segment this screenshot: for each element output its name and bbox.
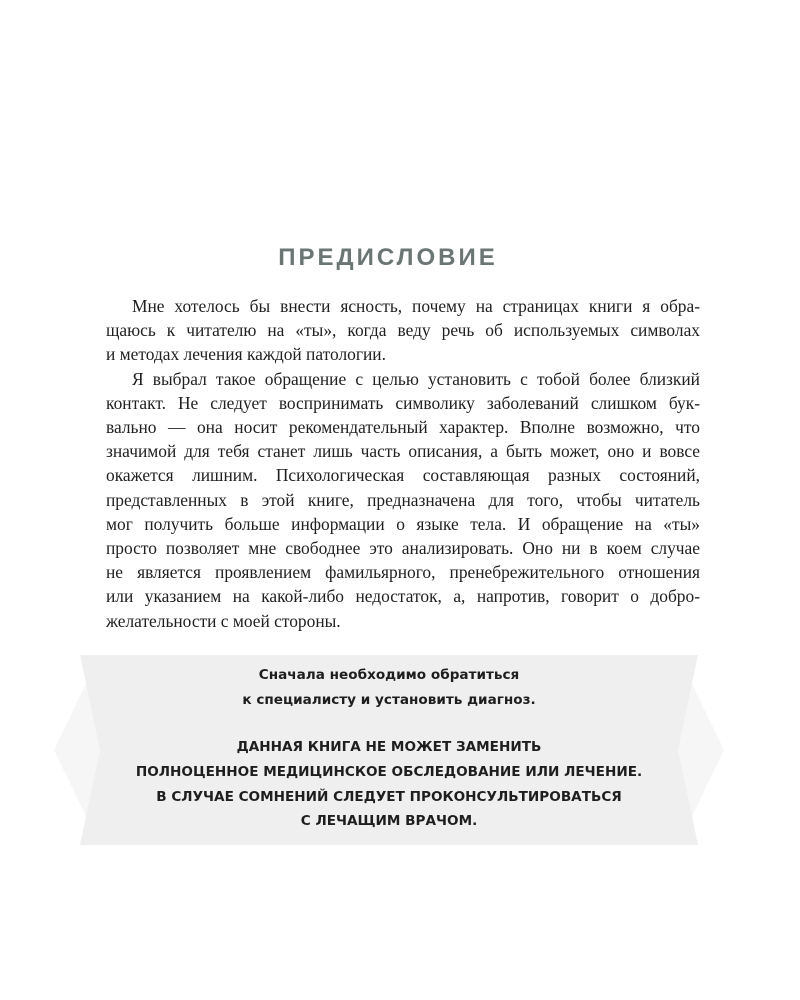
text-line: окажется лишним. Психологическая составляющая разных состояний, [106, 465, 700, 486]
notice-warning-line: С ЛЕЧАЩИМ ВРАЧОМ. [300, 813, 478, 829]
notice-line: к специалисту и установить диагноз. [242, 692, 536, 708]
paragraph-1 [106, 294, 700, 367]
medical-notice-box [54, 655, 724, 845]
text-line: представленных в этой книге, предназначена для того, чтобы читатель [106, 489, 700, 510]
text-line: мог получить больше информации о языке тела. И обращение на «ты» [106, 513, 700, 534]
text-line: щаюсь к читателю на «ты», когда веду речь об используемых символах [106, 320, 700, 341]
notice-warning-line: ДАННАЯ КНИГА НЕ МОЖЕТ ЗАМЕНИТЬ [236, 739, 542, 755]
text-line: желательности с моей стороны. [106, 610, 341, 631]
page-title: ПРЕДИСЛОВИЕ [278, 244, 498, 271]
text-line: Я выбрал такое обращение с целью установить с тобой более близкий [132, 368, 700, 389]
text-line: и методах лечения каждой патологии. [106, 344, 386, 365]
notice-warning-line: ПОЛНОЦЕННОЕ МЕДИЦИНСКОЕ ОБСЛЕДОВАНИЕ ИЛИ ЛЕЧЕНИЕ. [135, 764, 643, 780]
paragraph-2 [106, 367, 700, 633]
text-line: контакт. Не следует воспринимать символику заболеваний слишком бук- [106, 392, 700, 413]
notice-line: Сначала необходимо обратиться [258, 667, 520, 683]
text-line: не является проявлением фамильярного, пренебрежительного отношения [106, 562, 700, 583]
text-line: значимой для тебя станет лишь часть описания, а быть может, оно и вовсе [106, 441, 700, 462]
text-line: Мне хотелось бы внести ясность, почему на страницах книги я обра- [132, 296, 700, 316]
notice-warning-line: В СЛУЧАЕ СОМНЕНИЙ СЛЕДУЕТ ПРОКОНСУЛЬТИРОВАТЬСЯ [156, 789, 622, 805]
text-line: или указанием на какой-либо недостаток, а, напротив, говорит о добро- [106, 586, 700, 607]
preface-text [106, 294, 700, 633]
text-line: вально — она носит рекомендательный характер. Вполне возможно, что [106, 417, 700, 438]
text-line: просто позволяет мне свободнее это анализировать. Оно ни в коем случае [106, 538, 700, 559]
